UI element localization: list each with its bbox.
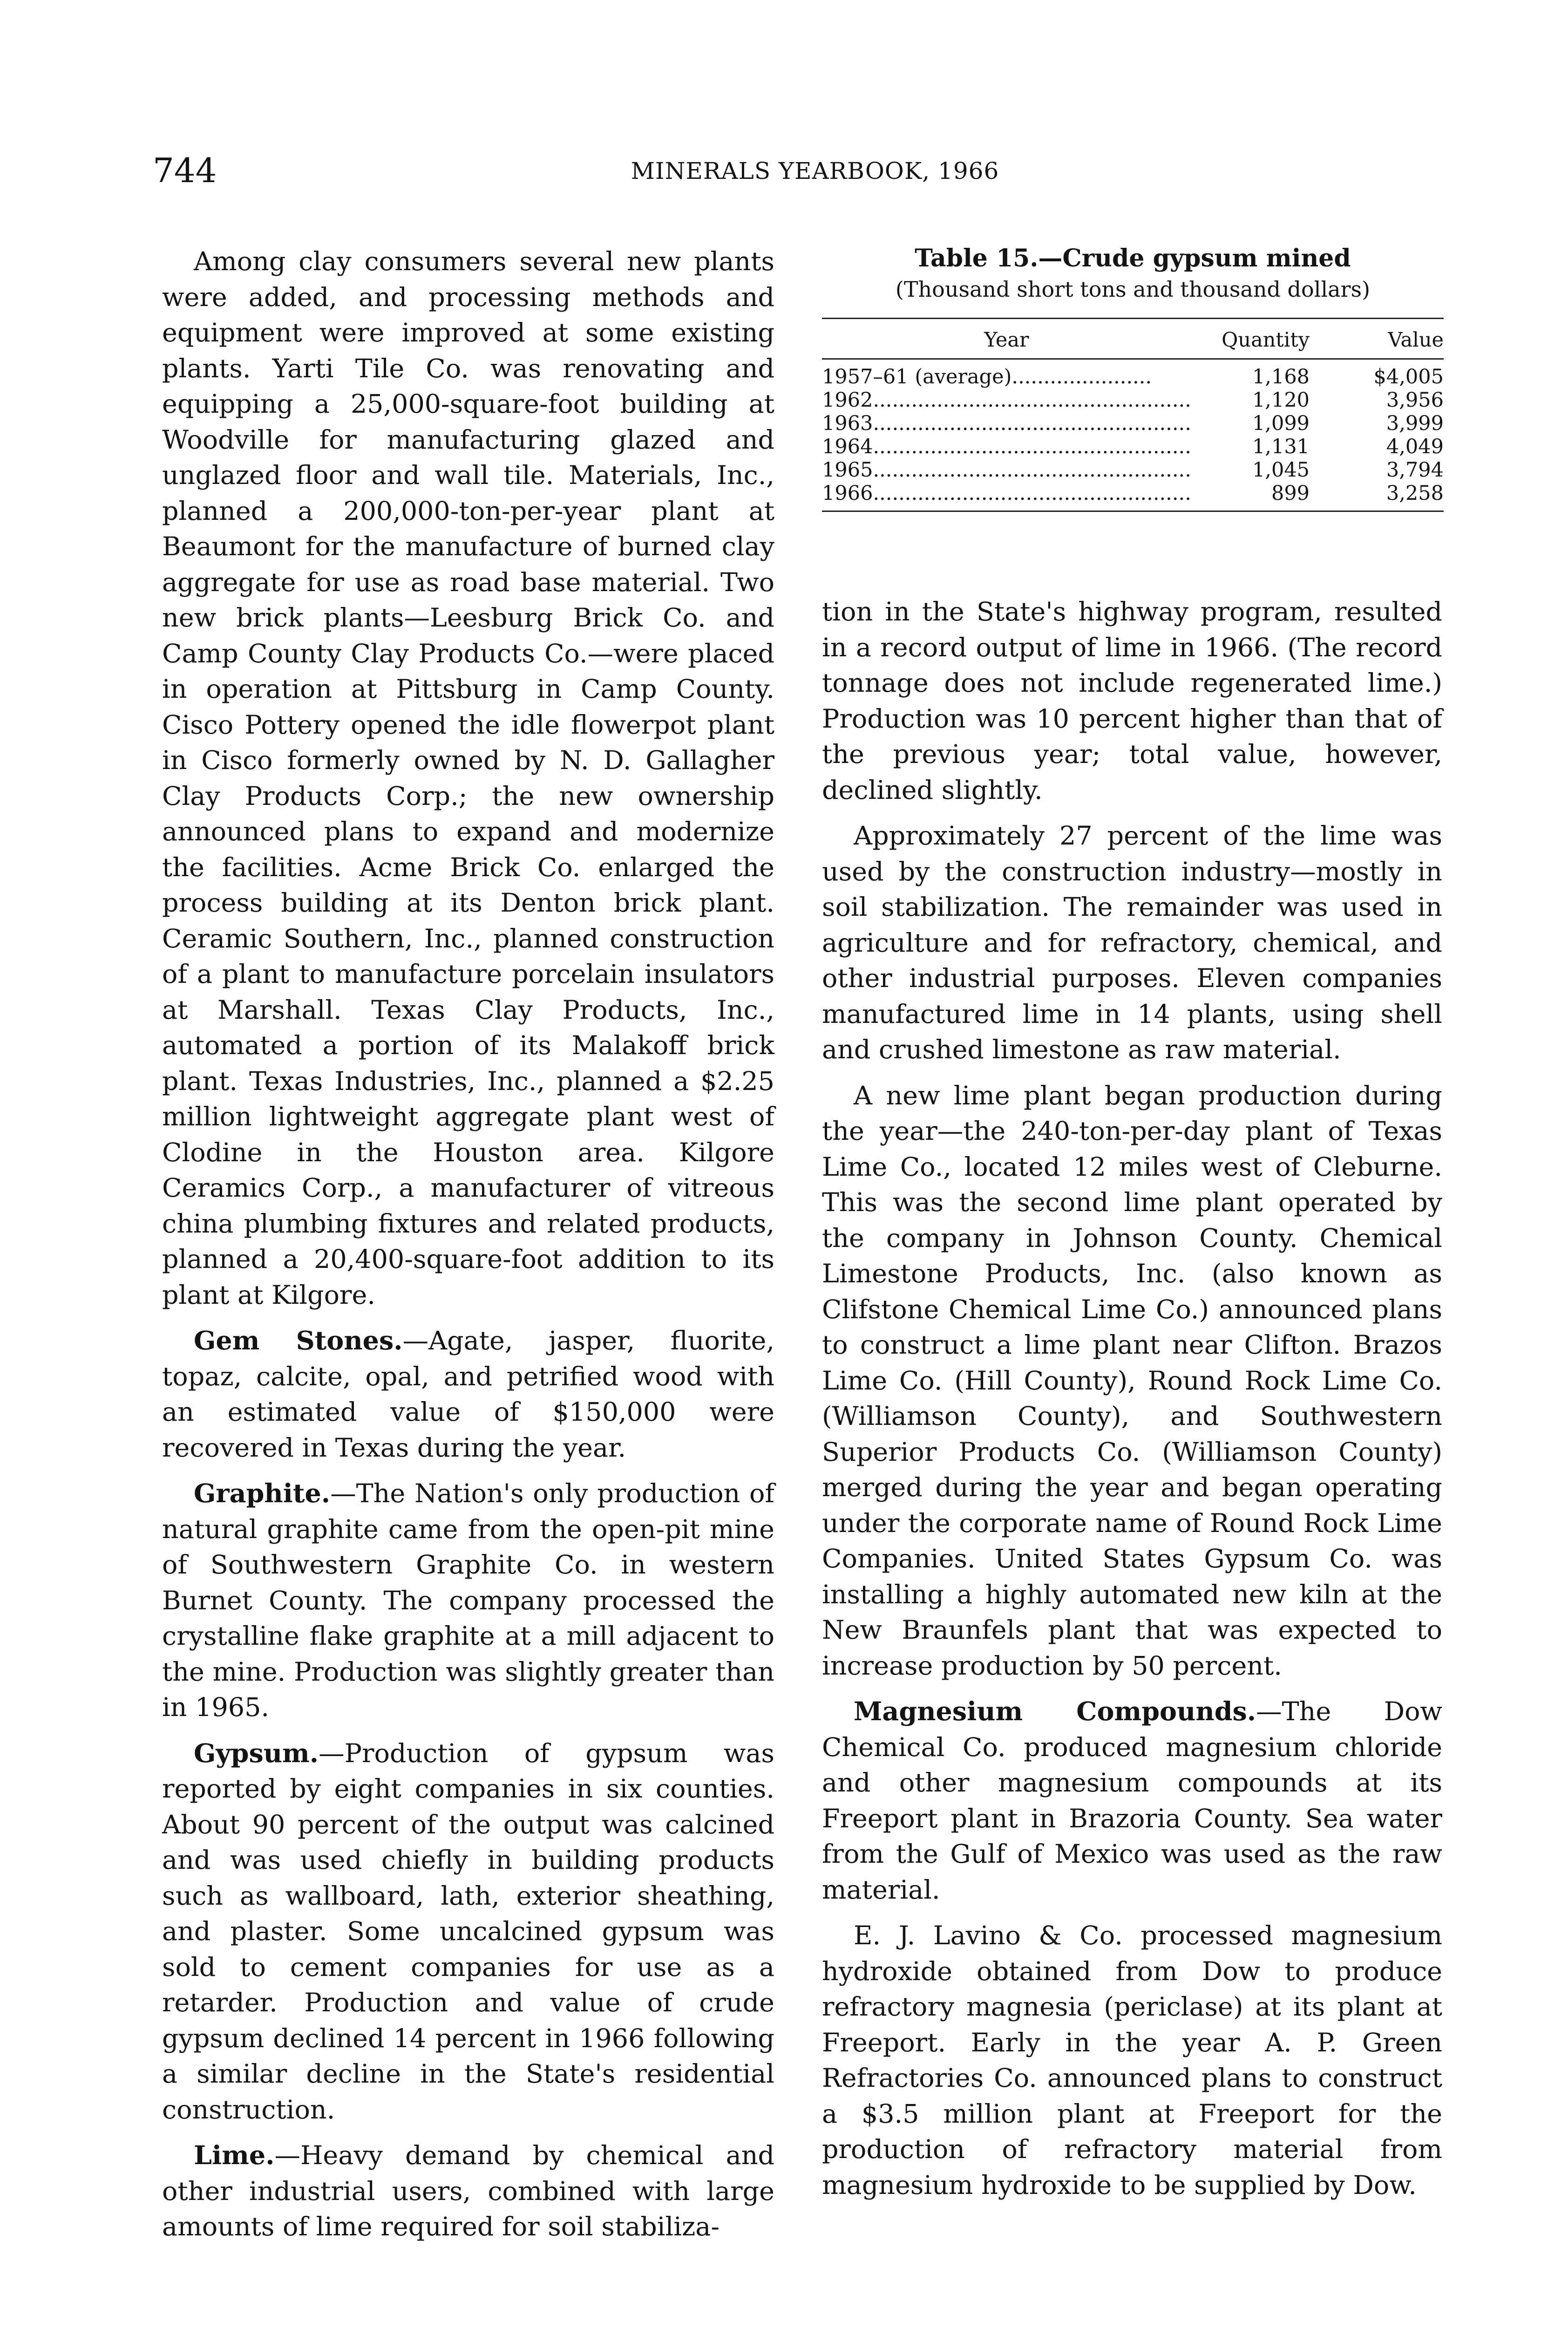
- leader-dots: ..................................................: [873, 458, 1191, 482]
- lime-usage-paragraph: Approximately 27 percent of the lime was used by the construction industry—mostly in soil stabilization. The remainder was used in agriculture and for refractory, chemical, and other industrial purposes. Eleven companies manufactured lime in 14 plants, using shell and crushed limestone as raw material.: [822, 821, 1442, 1065]
- right-column: [822, 594, 1442, 2213]
- table-row: [822, 359, 1444, 389]
- gypsum-heading: Gypsum.: [194, 1738, 319, 1769]
- quantity-cell: 1,120: [1252, 388, 1310, 412]
- gem-stones-paragraph: [162, 1323, 774, 1466]
- quantity-cell: 1,099: [1252, 412, 1310, 435]
- table-row: [822, 458, 1444, 482]
- table-header-row: [822, 319, 1444, 359]
- year-label: 1964: [822, 435, 873, 458]
- lime-continued-paragraph: tion in the State's highway program, resulted in a record output of lime in 1966. (The record tonnage does not include regenerated lime.) Production was 10 percent higher than that of the previous year; total value, however, declined slightly.: [822, 597, 1442, 805]
- year-label: 1957–61 (average): [822, 365, 1012, 388]
- crude-gypsum-table: [822, 242, 1444, 512]
- column-header-value: Value: [1328, 319, 1444, 359]
- quantity-cell: 899: [1271, 482, 1310, 505]
- value-cell: 3,794: [1386, 458, 1444, 482]
- gypsum-text: —Production of gypsum was reported by eight companies in six counties. About 90 percent of the output was calcined and was used chiefly in building products such as wallboard, lath, exterior sheathing, and plaster. Some uncalcined gypsum was sold to cement companies for use as a retarder. Production and value of crude gypsum declined 14 percent in 1966 following a similar decline in the State's residential construction.: [162, 1738, 774, 2125]
- year-label: 1963: [822, 412, 873, 435]
- lime-heading: Lime.: [194, 2140, 275, 2171]
- year-cell: [822, 435, 1191, 458]
- year-cell: [822, 359, 1191, 389]
- leader-dots: ..................................................: [873, 435, 1191, 458]
- clay-paragraph: Among clay consumers several new plants were added, and processing methods and equipment were improved at some existing plants. Yarti Tile Co. was renovating and equipping a 25,000-square-foot building at Woodville for manufacturing glazed and unglazed floor and wall tile. Materials, Inc., planned a 200,000-ton-per-year plant at Beaumont for the manufacture of burned clay aggregate for use as road base material. Two new brick plants—Leesburg Brick Co. and Camp County Clay Products Co.—were placed in operation at Pittsburg in Camp County. Cisco Pottery opened the idle flowerpot plant in Cisco formerly owned by N. D. Gallagher Clay Products Corp.; the new ownership announced plans to expand and modernize the facilities. Acme Brick Co. enlarged the process building at its Denton brick plant. Ceramic Southern, Inc., planned construction of a plant to manufacture porcelain insulators at Marshall. Texas Clay Products, Inc., automated a portion of its Malakoff brick plant. Texas Industries, Inc., planned a $2.25 million lightweight aggregate plant west of Clodine in the Houston area. Kilgore Ceramics Corp., a manufacturer of vitreous china plumbing fixtures and related products, planned a 20,400-square-foot addition to its plant at Kilgore.: [162, 246, 774, 1310]
- value-cell: 4,049: [1386, 435, 1444, 458]
- leader-dots: ..................................................: [873, 388, 1191, 412]
- year-cell: [822, 458, 1191, 482]
- magnesium-heading: Magnesium Compounds.: [854, 1696, 1256, 1727]
- data-table: [822, 318, 1444, 512]
- gem-stones-heading: Gem Stones.: [194, 1326, 403, 1356]
- table-subtitle: (Thousand short tons and thousand dollars): [895, 277, 1371, 302]
- graphite-text: —The Nation's only production of natural graphite came from the open-pit mine of Southwestern Graphite Co. in western Burnet County. The company processed the crystalline flake graphite at a mill adjacent to the mine. Production was slightly greater than in 1965.: [162, 1478, 774, 1723]
- graphite-paragraph: [162, 1476, 774, 1726]
- leader-dots: ..................................................: [873, 482, 1191, 505]
- table-row: [822, 388, 1444, 412]
- left-column: [162, 244, 774, 2255]
- quantity-cell: 1,168: [1252, 365, 1310, 388]
- quantity-cell: 1,045: [1252, 458, 1310, 482]
- table-row: [822, 412, 1444, 435]
- value-cell: 3,258: [1386, 482, 1444, 505]
- leader-dots: ......................: [1011, 365, 1152, 388]
- value-cell: $4,005: [1373, 365, 1444, 388]
- leader-dots: ..................................................: [873, 412, 1191, 435]
- gypsum-paragraph: [162, 1736, 774, 2128]
- lime-paragraph: [162, 2138, 774, 2245]
- magnesium-paragraph-2: E. J. Lavino & Co. processed magnesium hydroxide obtained from Dow to produce refractory magnesia (periclase) at its plant at Freeport. Early in the year A. P. Green Refractories Co. announced plans to construct a $3.5 million plant at Freeport for the production of refractory material from magnesium hydroxide to be supplied by Dow.: [822, 1920, 1442, 2200]
- table-row: [822, 482, 1444, 511]
- magnesium-text: —The Dow Chemical Co. produced magnesium chloride and other magnesium compounds at its Freeport plant in Brazoria County. Sea water from the Gulf of Mexico was used as the raw material.: [822, 1696, 1442, 1905]
- magnesium-paragraph: [822, 1694, 1442, 1908]
- column-header-quantity: Quantity: [1191, 319, 1328, 359]
- value-cell: 3,999: [1386, 412, 1444, 435]
- table-row: [822, 435, 1444, 458]
- quantity-cell: 1,131: [1252, 435, 1310, 458]
- gem-stones-text: —Agate, jasper, fluorite, topaz, calcite, opal, and petrified wood with an estimated value of $150,000 were recovered in Texas during the year.: [162, 1326, 774, 1463]
- value-cell: 3,956: [1386, 388, 1444, 412]
- page-number: 744: [153, 151, 217, 190]
- year-cell: [822, 412, 1191, 435]
- table-title: Table 15.—Crude gypsum mined: [915, 244, 1351, 272]
- year-cell: [822, 482, 1191, 511]
- year-label: 1966: [822, 482, 873, 505]
- running-title: MINERALS YEARBOOK, 1966: [631, 157, 999, 184]
- column-header-year: Year: [822, 319, 1191, 359]
- year-label: 1962: [822, 388, 873, 412]
- lime-plants-paragraph: A new lime plant began production during the year—the 240-ton-per-day plant of Texas Lime Co., located 12 miles west of Cleburne. This was the second lime plant operated by the company in Johnson County. Chemical Limestone Products, Inc. (also known as Clifstone Chemical Lime Co.) announced plans to construct a lime plant near Clifton. Brazos Lime Co. (Hill County), Round Rock Lime Co. (Williamson County), and Southwestern Superior Products Co. (Williamson County) merged during the year and began operating under the corporate name of Round Rock Lime Companies. United States Gypsum Co. was installing a highly automated new kiln at the New Braunfels plant that was expected to increase production by 50 percent.: [822, 1080, 1442, 1681]
- year-label: 1965: [822, 458, 873, 482]
- lime-text: —Heavy demand by chemical and other industrial users, combined with large amounts of lime required for soil stabiliza-: [162, 2140, 774, 2242]
- year-cell: [822, 388, 1191, 412]
- graphite-heading: Graphite.: [194, 1478, 331, 1509]
